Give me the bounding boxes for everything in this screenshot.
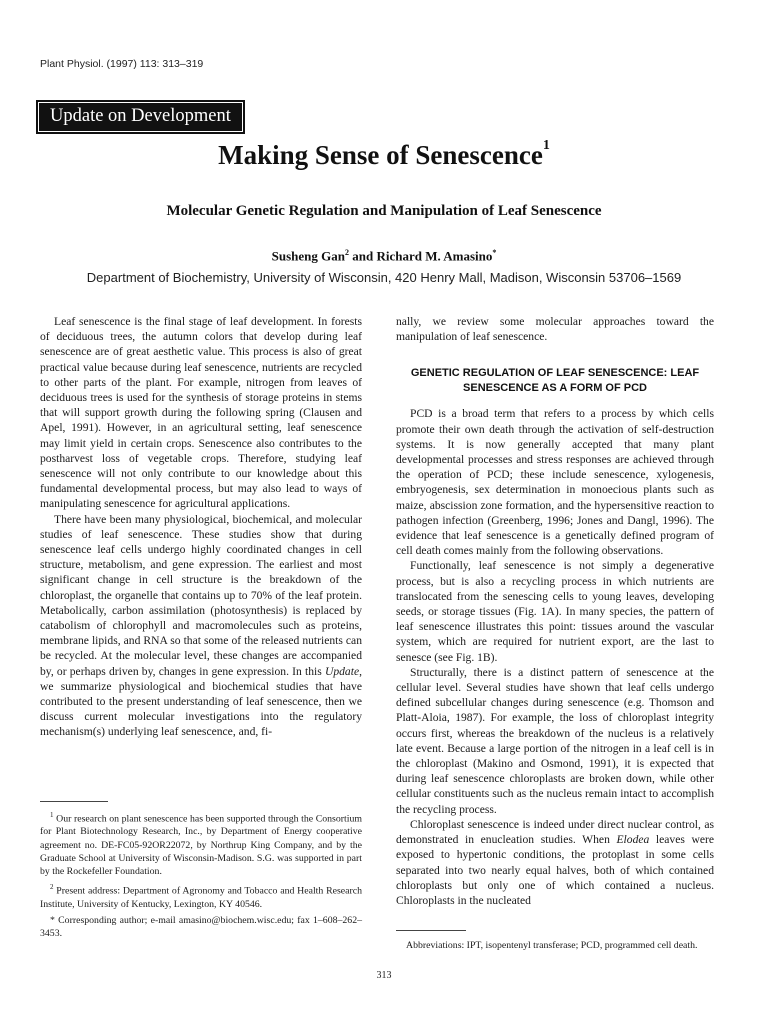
structural-paragraph: Structurally, there is a distinct pattern of senescence at the cellular level. Several studies have shown that leaf cells undergo defined subcellular changes during senescence (e.g. Thomson and Platt-Aloia, 1987). For example, the loss of chloroplast integrity occurs first, whereas the breakdown of the nucleus is a relatively late event. Because a large portion of the nitrogen in a leaf cell is in the chloroplast (Makino and Osmond, 1991), it is expected that during leaf senescence chloroplasts are broken down, while other cellular constituents such as the nucleus remain intact to accomplish the recycling process. [396, 665, 714, 816]
author-gan-mark: 2 [344, 248, 349, 257]
footnote-1 [40, 809, 362, 878]
left-column [40, 314, 362, 740]
footnote-1-text: Our research on plant senescence has been supported through the Consortium for Plant Biotechnology Research, Inc., by Department of Energy cooperative agreement no. DE-FC05-92OR22072, by Northrup King Company, and by the Graduate School at University of Wisconsin-Madison. S.G. was supported in part by the Rockefeller Foundation. [40, 813, 362, 878]
intro-paragraph-1: Leaf senescence is the final stage of leaf development. In forests of deciduous trees, the autumn colors that develop during leaf senescence are of great aesthetic value. This process is also of great practical value because during leaf senescence, nutrients are recycled to other parts of the plant. For example, nitrogen from leaves of deciduous trees is used for the synthesis of storage proteins in stems that will support growth during the following spring (Clausen and Apel, 1991). However, in an agricultural setting, leaf senescence may limit yield in certain crops. Senescence also contributes to the postharvest loss of vegetable crops. Therefore, studying leaf senescence will not only contribute to our knowledge about this fundamental developmental process, but may also lead to ways of manipulating senescence for agricultural applications. [40, 315, 362, 511]
abbreviations [396, 939, 714, 952]
author-amasino-mark: * [492, 248, 497, 257]
abbreviations-text: Abbreviations: IPT, isopentenyl transferase; PCD, programmed cell death. [406, 940, 698, 951]
footnote-1-mark: 1 [50, 811, 54, 819]
page-number: 313 [376, 970, 392, 981]
article-subtitle: Molecular Genetic Regulation and Manipulation of Leaf Senescence [166, 203, 602, 219]
affiliation: Department of Biochemistry, University of Wisconsin, 420 Henry Mall, Madison, Wisconsin 53706–1569 [86, 270, 682, 285]
author-gan: Susheng Gan [271, 248, 345, 264]
pcd-paragraph: PCD is a broad term that refers to a process by which cells promote their own death through the activation of self-destruction systems. It is now generally accepted that many plant developmental processes and stress responses are achieved through the operation of PCD; these include senescence, xylogenesis, embryogenesis, sex determination in monoecious plants such as maize, abscission zone formation, and the hypersensitive reaction to pathogen infection (Greenberg, 1996; Jones and Dangl, 1996). The evidence that leaf senescence is a genetically defined program of cell death comes mainly from the following observations. [396, 407, 714, 558]
article-title-text: Making Sense of Senescence [218, 140, 543, 170]
author-join: and [348, 248, 377, 264]
intro-paragraph-2a: There have been many physiological, biochemical, and molecular studies of leaf senescence. These studies show that during senescence leaf cells undergo highly coordinated changes in cell structure, metabolism, and gene expression. The earliest and most significant change in cell structure is the breakdown of the chloroplast, the organelle that contains up to 70% of the leaf protein. Metabolically, carbon assimilation (photosynthesis) is replaced by catabolism of chlorophyll and macromolecules such as proteins, membrane lipids, and RNA so that some of the released nutrients can be recycled. At the molecular level, these changes are accompanied by, or perhaps driven by, changes in gene expression. In this [40, 512, 362, 678]
footnote-2-text: Present address: Department of Agronomy and Tobacco and Health Research Institute, University of Kentucky, Lexington, KY 40546. [40, 885, 362, 910]
intro-paragraph-2b: , we summarize physiological and biochemical studies that have contributed to the present understanding of leaf senescence, then we discuss current molecular investigations into the regulatory mechanism(s) underlying leaf senescence, and, fi- [40, 664, 362, 739]
footnote-corresponding: * Corresponding author; e-mail amasino@biochem.wisc.edu; fax 1–608–262–3453. [40, 914, 362, 940]
functional-paragraph: Functionally, leaf senescence is not simply a degenerative process, but is also a recycling process in which nutrients are translocated from the senescing cells to young leaves, developing seeds, or storage tissues (Fig. 1A). In many species, the pattern of leaf senescence illustrates this point: tissues around the vascular system, which are required for nutrient export, are the last to senesce (see Fig. 1B). [396, 559, 714, 664]
chloroplast-paragraph-b: leaves were exposed to hypertonic conditions, the protoplast in some cells separated into two nearly equal halves, both of which contained chloroplasts but only one of which contained a nucleus. Chloroplasts in the nucleated [396, 833, 714, 907]
section-heading: GENETIC REGULATION OF LEAF SENESCENCE: LEAF SENESCENCE AS A FORM OF PCD [410, 367, 700, 395]
chloroplast-paragraph-a: Chloroplast senescence is indeed under direct nuclear control, as demonstrated in enucleation studies. When [396, 817, 714, 847]
right-column [396, 314, 714, 908]
title-footnote-mark: 1 [542, 138, 550, 153]
chloroplast-paragraph [396, 817, 714, 908]
update-italic: Update [324, 664, 360, 678]
footnote-2-mark: 2 [50, 883, 54, 892]
footnotes [40, 809, 362, 943]
section-tag: Update on Development [36, 100, 245, 134]
article-title [0, 140, 768, 171]
intro-paragraph-continued: nally, we review some molecular approaches toward the manipulation of leaf senescence. [396, 315, 714, 344]
footnote-divider [40, 801, 108, 802]
footnote-2 [40, 881, 362, 911]
elodea-italic: Elodea [616, 833, 650, 847]
author-line [0, 248, 768, 264]
intro-paragraph-2 [40, 512, 362, 740]
abbreviations-divider [396, 930, 466, 931]
author-amasino: Richard M. Amasino [376, 248, 493, 264]
journal-citation: Plant Physiol. (1997) 113: 313–319 [40, 58, 204, 70]
